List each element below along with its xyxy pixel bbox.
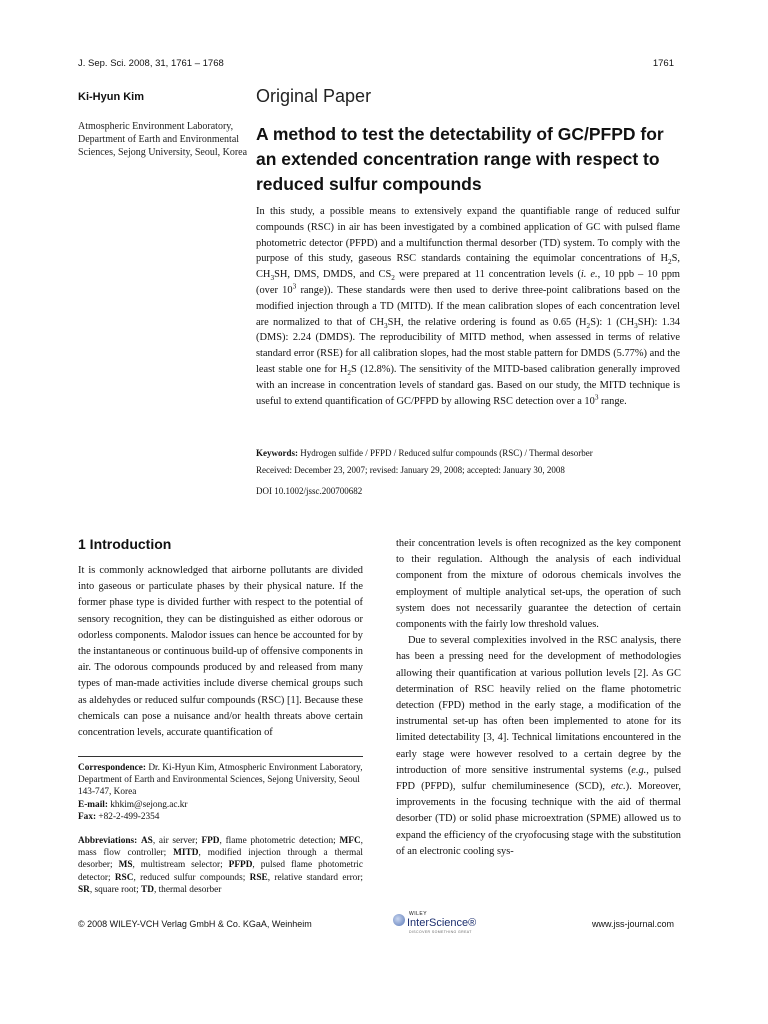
abbreviation-term: AS xyxy=(140,836,153,846)
abbreviation-definition: , relative standard error; xyxy=(267,872,363,883)
page-number: 1761 xyxy=(652,58,674,69)
abbreviation-definition: , flame photometric detection; xyxy=(219,836,340,846)
abbreviation-definition: , square root; xyxy=(89,884,142,895)
footnote-divider xyxy=(78,756,363,757)
abbreviation-term: RSE xyxy=(249,872,268,883)
correspondence-note: Correspondence: Dr. Ki-Hyun Kim, Atmospheric Environment Laboratory, Department of Earth and Environmental Sciences, Sejong University, Seoul 143-747, Korea E-mail: khkim@sejong.ac.kr Fax: +82-2-499-2354 xyxy=(78,763,363,822)
intro-paragraph-1: It is commonly acknowledged that airborne pollutants are divided into gaseous or particulate phases by their physical nature. If the former phase type is divided further with respect to the potential of sensory recognition, they can be distinguished as either odorous or odorless components. Malodor issues can hence be accounted for by the instantaneous or continuous build-up of offensive components in air. The odorous compounds produced by and released from many types of man-made activities include diverse chemical groups such as aldehydes or reduced sulfur compounds (RSC) [1]. Because these chemicals can pose a nuisance and/or health threats above certain concentration levels, accurate quantification of xyxy=(78,565,363,739)
section-heading-introduction: 1 Introduction xyxy=(78,536,172,552)
paper-type: Original Paper xyxy=(256,86,372,106)
doi[interactable]: DOI 10.1002/jssc.200700682 xyxy=(256,486,363,496)
intro-paragraph-1-cont: their concentration levels is often recognized as the key component to their regulation. Although the analysis of each individual component from the mixture of odorous chemicals involves the employment of multiple analytical set-ups, the operation of such system does not necessarily guarantee the detection of certain components with the fairly low threshold values. xyxy=(396,538,681,631)
email-link[interactable]: khkim@sejong.ac.kr xyxy=(107,799,188,810)
paper-title: A method to test the detectability of GC/PFPD for an extended concentration range with respect to reduced sulfur compounds xyxy=(256,124,664,194)
interscience-logo-icon xyxy=(393,914,405,926)
intro-paragraph-2: Due to several complexities involved in the RSC analysis, there has been a pressing need for the development of methodologies allowing their quantification at various pollution levels [2]. As GC determination of RSC heavily relied on the flame photometric detection (FPD) method in the early stage, a modification of the instrumental set-up has often been implemented to atone for its limited detectability [3, 4]. Technical limitations encountered in the early stage were however resolved to a certain degree by the introduction of more sensitive instrumental systems (e.g., pulsed FPD (PFPD), sulfur chemiluminesence (SCD), etc.). Moreover, improvements in the focusing technique with the aid of thermal desorber (TD) or solid phase microextration (SPME) allowed us to expand the efficiency of the cryofocusing stage with the substitution of an electronic cooling sys- xyxy=(396,635,682,857)
introduction-right-column xyxy=(396,536,681,860)
abbreviation-term: SR xyxy=(78,884,90,895)
keywords: Keywords: Hydrogen sulfide / PFPD / Reduced sulfur compounds (RSC) / Thermal desorber xyxy=(256,448,593,458)
abbreviation-term: FPD xyxy=(201,836,220,846)
abbreviation-definition: , pulsed flame photometric detector; xyxy=(78,860,364,883)
abbreviation-definition: , mass flow controller; xyxy=(78,836,363,859)
abbreviation-term: MFC xyxy=(339,836,361,846)
journal-reference: J. Sep. Sci. 2008, 31, 1761 – 1768 xyxy=(78,58,224,69)
abbreviation-term: PFPD xyxy=(228,860,253,871)
abbreviation-term: TD xyxy=(141,884,154,895)
abbreviation-term: RSC xyxy=(114,872,134,883)
abbreviation-definition: , multistream selector; xyxy=(132,860,229,871)
abbreviation-term: MITD xyxy=(173,848,199,859)
journal-url[interactable]: www.jss-journal.com xyxy=(591,919,674,929)
abbreviations-note: Abbreviations: AS, air server; FPD, flame photometric detection; MFC, mass flow controller; MITD, modified injection through a thermal desorber; MS, multistream selector; PFPD, pulsed flame photometric detector; RSC, reduced sulfur compounds; RSE, relative standard error; SR, square root; TD, thermal desorber xyxy=(78,836,364,895)
abbreviation-term: MS xyxy=(118,860,133,871)
abbreviation-definition: , reduced sulfur compounds; xyxy=(133,872,250,883)
author-affiliation: Atmospheric Environment Laboratory, Department of Earth and Environmental Sciences, Sejong University, Seoul, Korea xyxy=(78,121,248,158)
interscience-logo: WILEY InterScience® DISCOVER SOMETHING GREAT xyxy=(393,911,493,935)
abbreviation-definition: , modified injection through a thermal desorber; xyxy=(78,848,363,871)
introduction-left-column xyxy=(78,536,363,741)
abbreviation-definition: , air server; xyxy=(152,836,202,846)
received-dates: Received: December 23, 2007; revised: January 29, 2008; accepted: January 30, 2008 xyxy=(256,465,565,475)
author-name: Ki-Hyun Kim xyxy=(78,91,144,103)
abbreviation-definition: , thermal desorber xyxy=(153,884,222,895)
copyright: © 2008 WILEY-VCH Verlag GmbH & Co. KGaA, Weinheim xyxy=(78,919,312,929)
abstract: In this study, a possible means to extensively expand the quantifiable range of reduced sulfur compounds (RSC) in air has been investigated by a combined application of GC with pulsed flame photometric detector (PFPD) and a multifunction thermal desorber (TD) system. To comply with the purpose of this study, gaseous RSC standards containing the equimolar concentrations of $H_2S$, $CH_3SH$, DMS, DMDS, and $CS_2$ were prepared at 11 concentration levels (i. e., 10 ppb – 10 ppm (over $10^3$ range)). These standards were then used to derive three-point calibrations based on the modified injection through a TD (MITD). If the mean calibration slopes of each concentration level are normalized to that of $CH_3SH$, the relative ordering is found as 0.65 $(H_2S)$: 1 $(CH_3SH)$: 1.34 (DMS): 2.24 (DMDS). The reproducibility of MITD method, when assessed in terms of relative standard error (RSE) for all calibration slopes, had the most stable pattern for DMDS (5.77%) and the least stable one for $H_2S$ (12.8%). The sensitivity of the MITD-based calibration generally improved with an increase in concentration levels of standard gas. Based on our study, the MITD technique is useful to extend quantification of GC/PFPD by allowing RSC detection over a $10^3$ range. xyxy=(256,206,681,407)
